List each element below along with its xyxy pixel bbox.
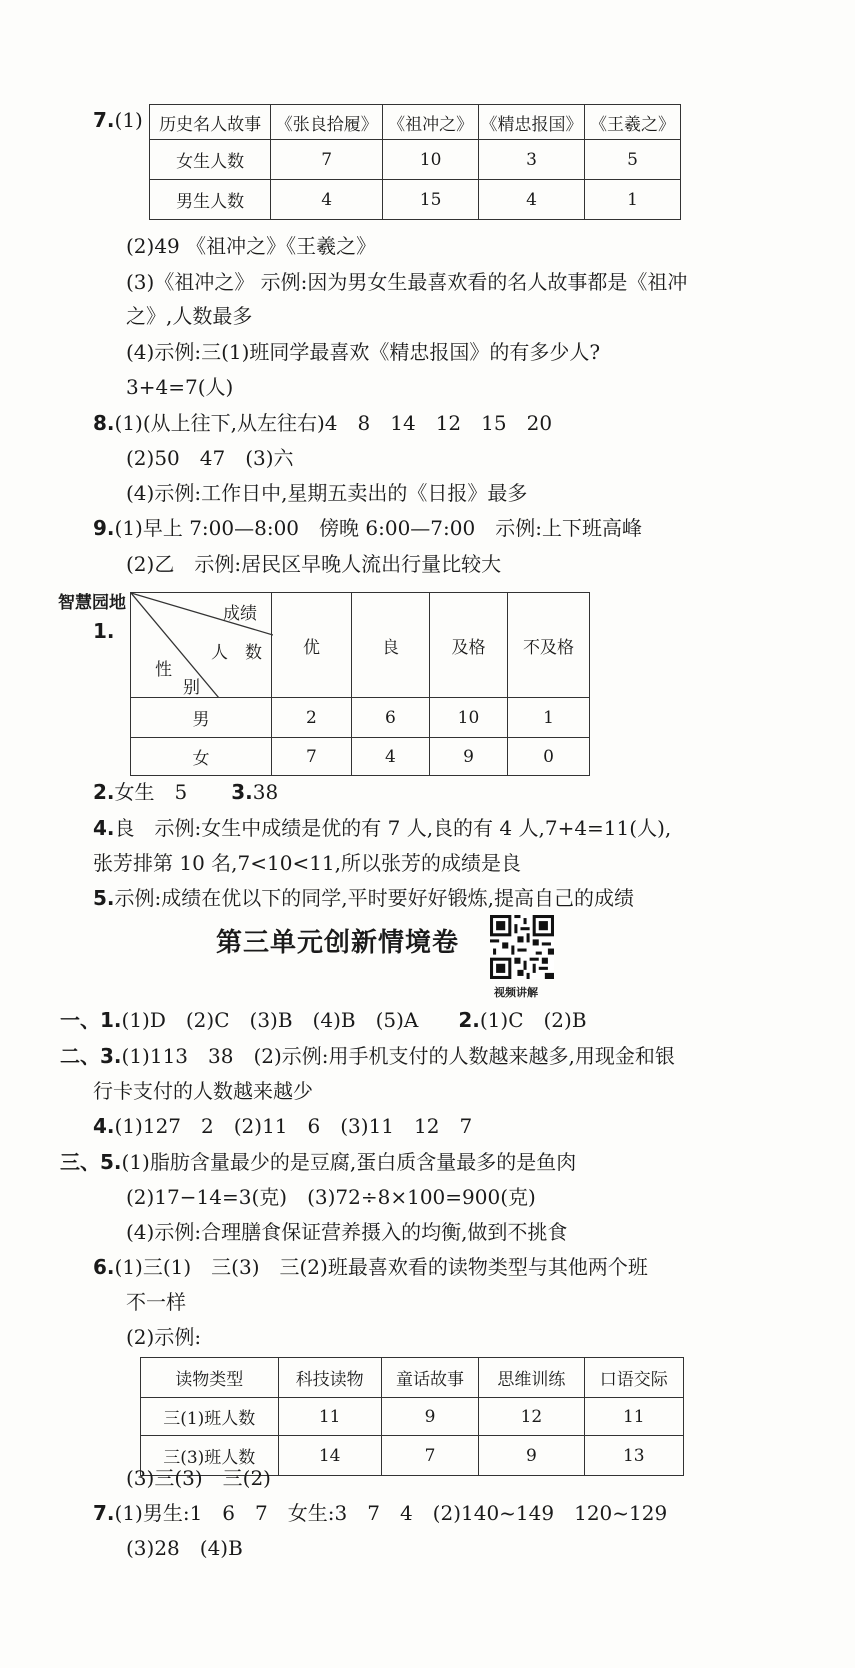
history-stories-table (149, 104, 681, 220)
answer-text: 示例:成绩在优以下的同学,平时要好好锻炼,提高自己的成绩 (114, 886, 634, 910)
table-cell: 9 (429, 738, 507, 776)
answer-line: 3+4=7(人) (126, 375, 234, 399)
table-header-cell: 《祖冲之》 (383, 105, 479, 140)
answer-text: 女生 5 (114, 780, 188, 804)
question-number: 9. (93, 516, 115, 540)
unit-title: 第三单元创新情境卷 (216, 928, 460, 958)
answer-line: 行卡支付的人数越来越少 (93, 1079, 313, 1103)
diagonal-header-cell (131, 593, 272, 698)
answer-text: (1)D (2)C (3)B (4)B (5)A (121, 1008, 419, 1032)
table-cell: 11 (584, 1398, 683, 1436)
table-header-cell: 思维训练 (479, 1358, 584, 1398)
table-row (131, 738, 590, 776)
table-row (131, 698, 590, 738)
grades-table (130, 592, 590, 776)
table-cell: 三(1)班人数 (141, 1398, 279, 1436)
answer-text: (1)早上 7:00—8:00 傍晚 6:00—7:00 示例:上下班高峰 (114, 516, 642, 540)
corner-label-bottom: 别 (183, 678, 200, 698)
part-1 (60, 1005, 587, 1035)
table-row (131, 593, 590, 698)
answer-text: (1)C (2)B (479, 1008, 587, 1032)
table-cell: 2 (271, 698, 351, 738)
table-header-cell: 童话故事 (381, 1358, 478, 1398)
sub-label: (1) (114, 108, 143, 132)
question-number: 7. (93, 1501, 115, 1525)
table-header-cell: 不及格 (508, 593, 590, 698)
reading-types-table (140, 1357, 684, 1476)
table-cell: 女生人数 (150, 140, 271, 180)
question-number: 8. (93, 411, 115, 435)
answer-text: 良 示例:女生中成绩是优的有 7 人,良的有 4 人,7+4=11(人), (114, 816, 672, 840)
answer-text: (1)脂肪含量最少的是豆腐,蛋白质含量最多的是鱼肉 (121, 1150, 577, 1174)
table-cell: 男 (131, 698, 272, 738)
table-cell: 4 (271, 180, 383, 220)
answer-text: (1)113 38 (2)示例:用手机支付的人数越来越多,用现金和银 (121, 1044, 675, 1068)
answer-line: (2)乙 示例:居民区早晚人流出行量比较大 (126, 552, 502, 576)
answer-text: (1)(从上往下,从左往右)4 8 14 12 15 20 (114, 411, 553, 435)
table-cell: 9 (479, 1436, 584, 1476)
corner-label-left: 性 (155, 660, 172, 680)
answer-text: (1)男生:1 6 7 女生:3 7 4 (2)140~149 120~129 (114, 1501, 668, 1525)
answer-line: (2)50 47 (3)六 (126, 446, 294, 470)
table-cell: 15 (383, 180, 479, 220)
question-number: 一、1. (60, 1008, 122, 1032)
question-number: 4. (93, 1114, 115, 1138)
question-number (93, 616, 115, 646)
table-cell: 4 (351, 738, 429, 776)
question-number-label: 1. (93, 619, 115, 643)
table-cell: 1 (508, 698, 590, 738)
table-header-cell: 科技读物 (278, 1358, 381, 1398)
table-row (150, 180, 681, 220)
question-number: 2. (458, 1008, 480, 1032)
table-header-cell: 口语交际 (584, 1358, 683, 1398)
table-cell: 10 (429, 698, 507, 738)
answer-line: (3)《祖冲之》 示例:因为男女生最喜欢看的名人故事都是《祖冲 (126, 270, 688, 294)
table-cell: 女 (131, 738, 272, 776)
table-cell: 14 (278, 1436, 381, 1476)
qr-code-icon[interactable] (490, 915, 554, 979)
question-7b (93, 1498, 667, 1528)
question-7 (93, 105, 143, 135)
table-cell: 5 (584, 140, 680, 180)
table-cell: 12 (479, 1398, 584, 1436)
table-row (150, 140, 681, 180)
table-header-cell: 及格 (429, 593, 507, 698)
answer-text: (1)三(1) 三(3) 三(2)班最喜欢看的读物类型与其他两个班 (114, 1255, 648, 1279)
question-number: 2. (93, 780, 115, 804)
table-header-cell: 历史名人故事 (150, 105, 271, 140)
table-row (141, 1398, 684, 1436)
table-header-cell: 《精忠报国》 (479, 105, 585, 140)
answer-line: (3)三(3) 三(2) (126, 1466, 271, 1490)
question-number: 二、3. (60, 1044, 122, 1068)
table-cell: 7 (381, 1436, 478, 1476)
answer-line: (4)示例:三(1)班同学最喜欢《精忠报国》的有多少人? (126, 340, 601, 364)
table-cell: 3 (479, 140, 585, 180)
table-cell: 4 (479, 180, 585, 220)
table-cell: 0 (508, 738, 590, 776)
answer-line: (2)49 《祖冲之》《王羲之》 (126, 234, 377, 258)
table-cell: 10 (383, 140, 479, 180)
question-number: 3. (231, 780, 253, 804)
table-header-cell: 《张良拾履》 (271, 105, 383, 140)
question-number: 7. (93, 108, 115, 132)
part-2 (60, 1041, 675, 1071)
table-cell: 13 (584, 1436, 683, 1476)
table-cell: 男生人数 (150, 180, 271, 220)
answer-line: (4)示例:合理膳食保证营养摄入的均衡,做到不挑食 (126, 1220, 568, 1244)
qr-label: 视频讲解 (494, 986, 538, 999)
answer-line: 张芳排第 10 名,7<10<11,所以张芳的成绩是良 (93, 851, 522, 875)
table-cell: 9 (381, 1398, 478, 1436)
table-header-cell: 《王羲之》 (584, 105, 680, 140)
table-cell: 1 (584, 180, 680, 220)
question-number: 4. (93, 816, 115, 840)
question-number: 5. (93, 886, 115, 910)
answer-text: (1)127 2 (2)11 6 (3)11 12 7 (114, 1114, 473, 1138)
table-header-cell: 良 (351, 593, 429, 698)
table-header-cell: 读物类型 (141, 1358, 279, 1398)
question-number: 三、5. (60, 1150, 122, 1174)
corner-label-top: 成绩 (223, 604, 257, 624)
table-cell: 三(3)班人数 (141, 1436, 279, 1476)
part-3 (60, 1147, 576, 1177)
answer-line: (2)17−14=3(克) (3)72÷8×100=900(克) (126, 1185, 536, 1209)
answer-line: (3)28 (4)B (126, 1536, 243, 1560)
table-row (141, 1358, 684, 1398)
question-9 (93, 513, 642, 543)
table-cell: 7 (271, 140, 383, 180)
answer-line: 之》,人数最多 (126, 304, 253, 328)
answer-line: (2)示例: (126, 1325, 202, 1349)
corner-label-mid: 人 数 (211, 643, 262, 663)
part-2-question-4 (93, 1111, 472, 1141)
zhihui-question-5 (93, 883, 634, 913)
table-cell: 6 (351, 698, 429, 738)
table-row (150, 105, 681, 140)
table-header-cell: 优 (271, 593, 351, 698)
zhihui-question-4 (93, 813, 671, 843)
question-number: 6. (93, 1255, 115, 1279)
answer-line: (4)示例:工作日中,星期五卖出的《日报》最多 (126, 481, 528, 505)
answer-text: 38 (252, 780, 279, 804)
table-cell: 11 (278, 1398, 381, 1436)
question-6 (93, 1252, 648, 1282)
table-cell: 7 (271, 738, 351, 776)
section-heading: 智慧园地 (58, 593, 126, 613)
answer-line: 不一样 (126, 1290, 186, 1314)
zhihui-question-2 (93, 777, 278, 807)
question-8 (93, 408, 552, 438)
